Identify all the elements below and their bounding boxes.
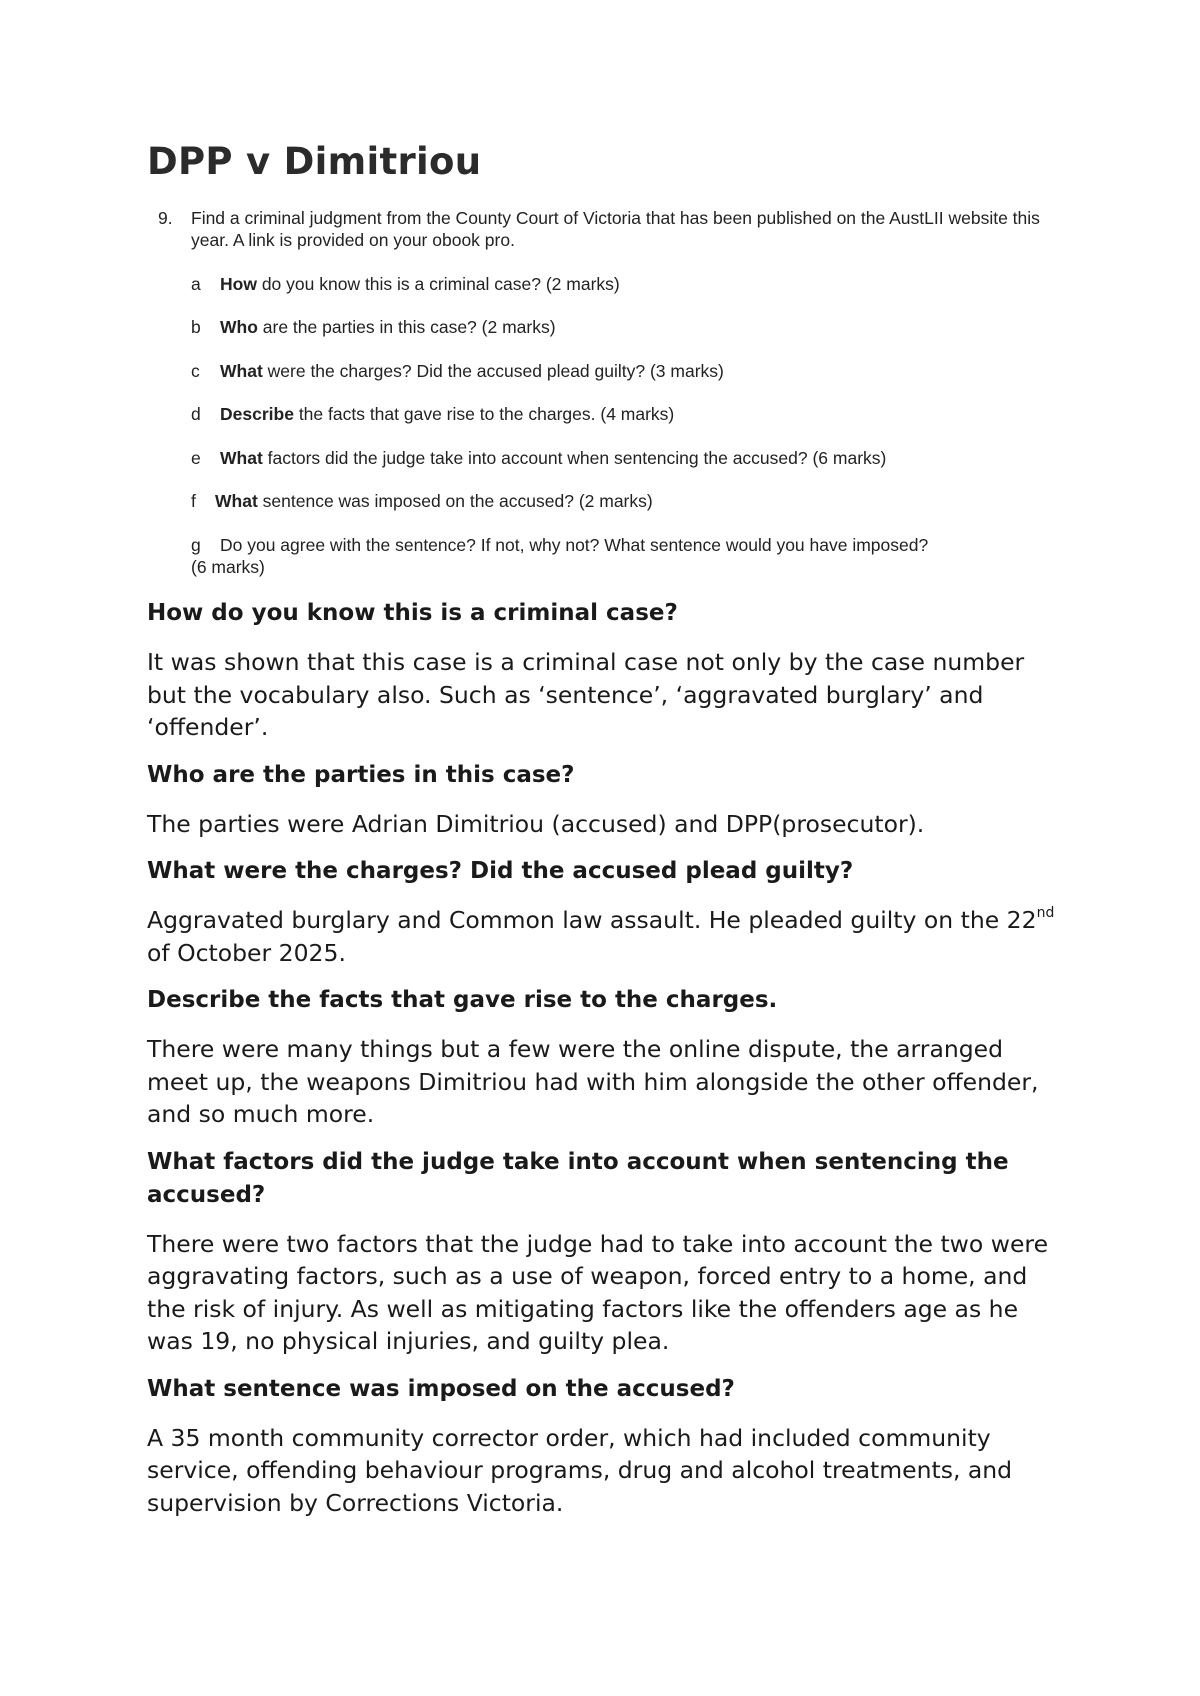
answer-text-b: The parties were Adrian Dimitriou (accused) and DPP(prosecutor). [147, 809, 925, 838]
task-question-a [158, 273, 1058, 295]
document-title: DPP v Dimitriou [147, 140, 482, 183]
answer-text-c [147, 904, 1067, 969]
task-question-c [158, 360, 1058, 382]
answer-heading-f: What sentence was imposed on the accused? [147, 1375, 735, 1402]
question-marks: (6 marks) [191, 556, 265, 577]
task-intro [158, 207, 1058, 251]
question-letter: b [191, 317, 201, 337]
question-text: do you know this is a criminal case? (2 marks) [261, 273, 620, 294]
question-keyword: What [215, 491, 258, 511]
question-keyword: Who [220, 317, 258, 337]
answer-text-c-end: of October 2025. [147, 938, 346, 967]
question-text: sentence was imposed on the accused? (2 marks) [262, 491, 653, 511]
answer-text-d: There were many things but a few were the online dispute, the arranged meet up, the weapons Dimitriou had with him alongside the other offender, and so much more. [147, 1035, 1039, 1128]
answers-section [147, 597, 1067, 1519]
question-letter: d [191, 404, 201, 424]
answer-heading-b: Who are the parties in this case? [147, 761, 575, 788]
question-text: Do you agree with the sentence? If not, why not? What sentence would you have imposed? [220, 534, 929, 555]
question-letter: a [191, 273, 201, 294]
question-letter: e [191, 447, 201, 468]
task-question-d [158, 403, 1058, 425]
question-keyword: What [220, 447, 263, 468]
question-keyword: What [220, 360, 263, 381]
answer-text-e: There were two factors that the judge had to take into account the two were aggravating factors, such as a use of weapon, forced entry to a home, and the risk of injury. As well as mitigating factors like the offenders age as he was 19, no physical injuries, and guilty plea. [147, 1229, 1049, 1355]
question-letter: f [191, 491, 196, 511]
task-instructions-image [158, 207, 1058, 578]
question-text: are the parties in this case? (2 marks) [262, 317, 556, 337]
task-question-g [158, 534, 1058, 578]
task-question-b [158, 316, 1058, 338]
answer-heading-d: Describe the facts that gave rise to the charges. [147, 987, 778, 1013]
task-question-e [158, 447, 1058, 469]
answer-text-f: A 35 month community corrector order, which had included community service, offending behaviour programs, drug and alcohol treatments, and supervision by Corrections Victoria. [147, 1423, 1013, 1517]
question-keyword: Describe [220, 404, 294, 424]
answer-heading-a: How do you know this is a criminal case? [147, 600, 678, 626]
question-text: factors did the judge take into account when sentencing the accused? (6 marks) [267, 447, 887, 468]
answer-heading-e: What factors did the judge take into account when sentencing the accused? [147, 1148, 1009, 1208]
answer-heading-c: What were the charges? Did the accused plead guilty? [147, 858, 854, 884]
answer-text-a: It was shown that this case is a criminal case not only by the case number but the vocabulary also. Such as ‘sentence’, ‘aggravated burglary’ and ‘offender’. [147, 648, 1025, 741]
question-text: were the charges? Did the accused plead guilty? (3 marks) [267, 360, 724, 381]
question-letter: c [191, 360, 200, 381]
question-letter: g [191, 534, 201, 555]
answer-text-c-main: Aggravated burglary and Common law assault. He pleaded guilty on the 22 [147, 906, 1037, 934]
question-keyword: How [220, 273, 257, 294]
task-number: 9. [158, 208, 173, 228]
task-question-f [158, 490, 1058, 512]
ordinal-suffix: nd [1036, 905, 1055, 922]
question-text: the facts that gave rise to the charges. (4 marks) [298, 404, 675, 424]
task-intro-text: Find a criminal judgment from the County Court of Victoria that has been published on the AustLII website this year. A link is provided on your obook pro. [191, 208, 1040, 250]
